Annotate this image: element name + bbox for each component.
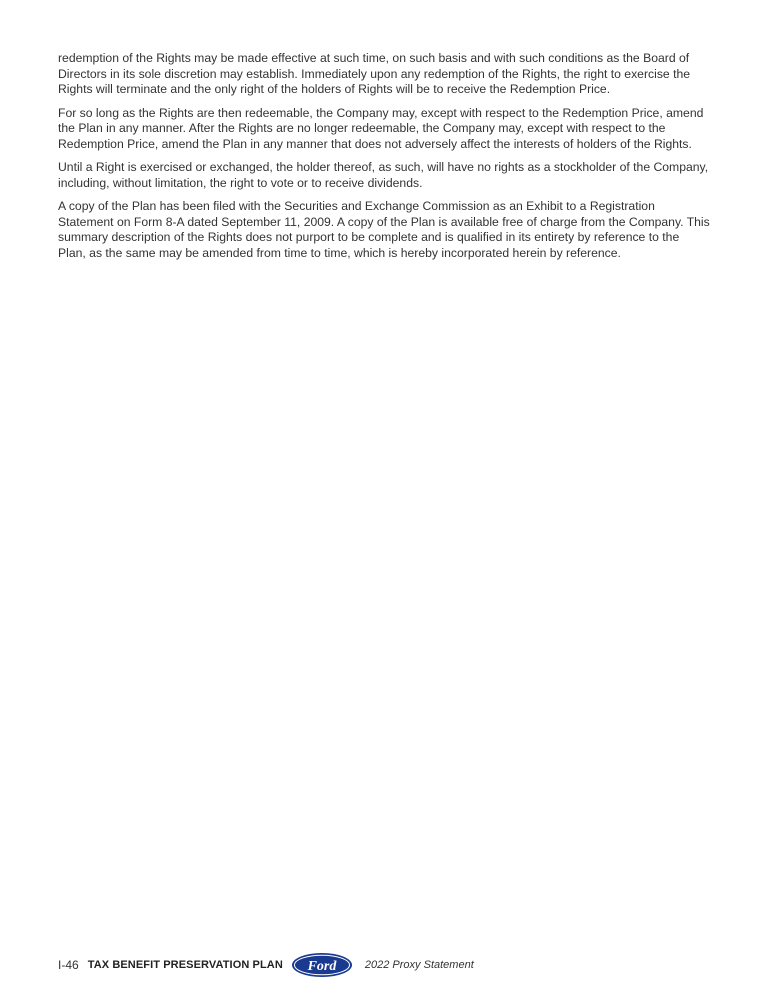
page-number: I-46 [58,958,79,972]
document-body [58,51,710,269]
ford-logo-text: Ford [307,959,337,974]
section-title: TAX BENEFIT PRESERVATION PLAN [87,959,283,971]
document-title: 2022 Proxy Statement [364,959,474,971]
page-footer [58,948,474,982]
paragraph-redemption: redemption of the Rights may be made effective at such time, on such basis and with such conditions as the Board of Directors in its sole discretion may establish. Immediately upon any redemption of the Rights, the right to exercise the Rights will terminate and the only right of the holders of Rights will be to receive the Redemption Price. [58,51,691,96]
paragraph-plan-copy: A copy of the Plan has been filed with the Securities and Exchange Commission as an Exhibit to a Registration Statement on Form 8-A dated September 11, 2009. A copy of the Plan is available free of charge from the Company. This summary description of the Rights does not purport to be complete and is qualified in its entirety by reference to the Plan, as the same may be amended from time to time, which is hereby incorporated herein by reference. [58,199,710,260]
ford-logo-icon [291,952,353,978]
paragraph-amendment: For so long as the Rights are then redeemable, the Company may, except with respect to the Redemption Price, amend the Plan in any manner. After the Rights are no longer redeemable, the Company may, except with respect to the Redemption Price, amend the Plan in any manner that does not adversely affect the interests of holders of the Rights. [58,105,704,151]
paragraph-holder-rights: Until a Right is exercised or exchanged, the holder thereof, as such, will have no rights as a stockholder of the Company, including, without limitation, the right to vote or to receive dividends. [58,160,709,190]
